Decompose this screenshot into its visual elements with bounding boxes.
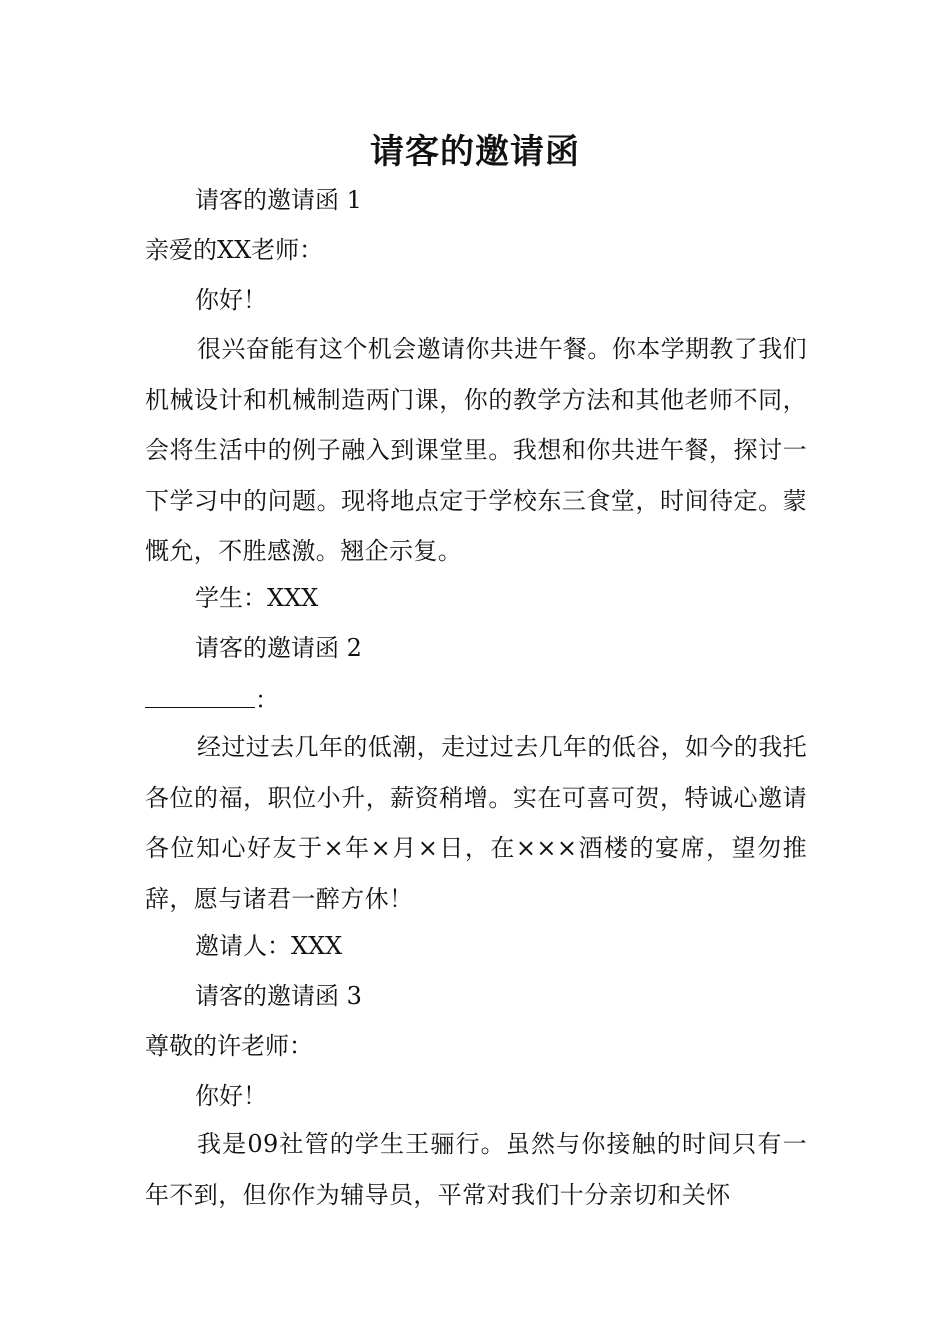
letter3-heading: 请客的邀请函 3 — [195, 982, 362, 1010]
document-title: 请客的邀请函 — [370, 132, 580, 172]
letter1-signature: 学生：XXX — [195, 584, 319, 612]
salutation-colon: ： — [255, 686, 279, 714]
letter1-body: 很兴奋能有这个机会邀请你共进午餐。你本学期教了我们机械设计和机械制造两门课，你的教学方法和其他老师不同，会将生活中的例子融入到课堂里。我想和你共进午餐，探讨一下学习中的问题。现将地点定于学校东三食堂，时间待定。蒙慨允，不胜感激。翘企示复。 — [145, 335, 807, 565]
letter1-greeting: 你好！ — [195, 286, 267, 314]
letter2-salutation — [145, 682, 810, 718]
letter3-salutation: 尊敬的许老师： — [145, 1032, 313, 1060]
letter3-body: 我是09社管的学生王骊行。虽然与你接触的时间只有一年不到，但你作为辅导员，平常对我们十分亲切和关怀 — [145, 1130, 807, 1209]
letter2-heading: 请客的邀请函 2 — [195, 634, 362, 662]
letter2-body: 经过过去几年的低潮，走过过去几年的低谷，如今的我托各位的福，职位小升，薪资稍增。实在可喜可贺，特诚心邀请各位知心好友于×年×月×日，在×××酒楼的宴席，望勿推辞，愿与诸君一醉方休！ — [145, 733, 807, 913]
letter1-heading: 请客的邀请函 1 — [195, 186, 362, 214]
letter3-greeting: 你好！ — [195, 1082, 267, 1110]
letter1-salutation: 亲爱的XX老师： — [145, 236, 324, 264]
letter2-signature: 邀请人：XXX — [195, 932, 343, 960]
salutation-blank-line — [145, 685, 255, 708]
